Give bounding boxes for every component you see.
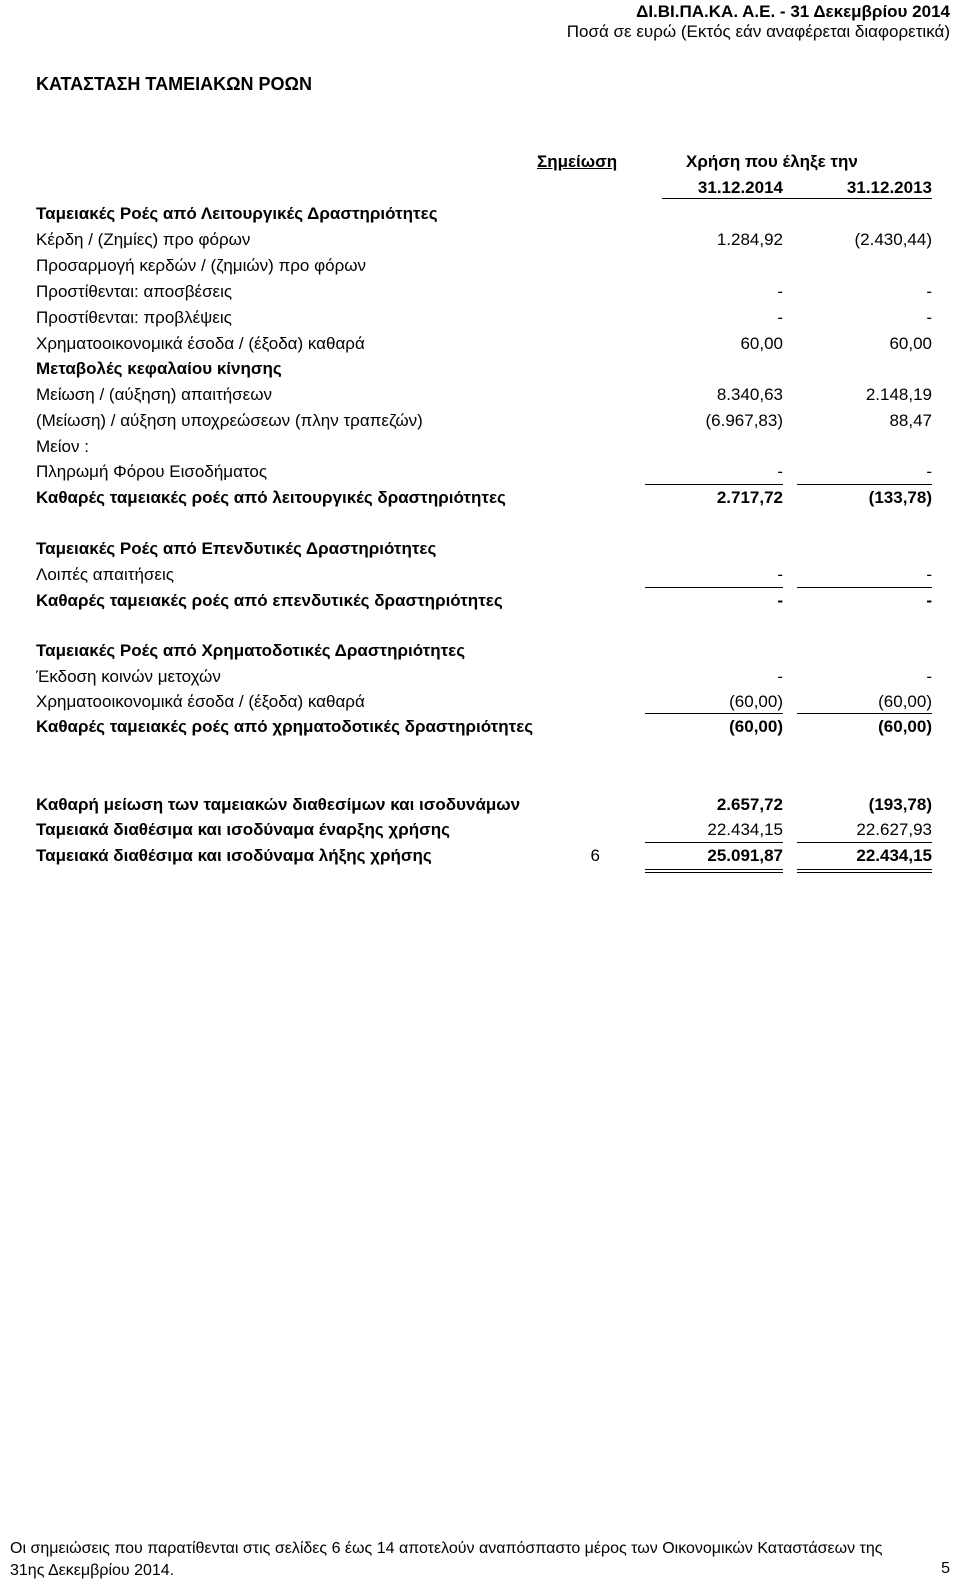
row-label: Μεταβολές κεφαλαίου κίνησης xyxy=(36,359,282,378)
subtotal-rule xyxy=(645,484,783,485)
year-2014-header: 31.12.2014 xyxy=(697,178,783,197)
value-2013: 60,00 xyxy=(889,334,932,353)
total-rule xyxy=(645,869,783,870)
row-label: Προστίθενται: αποσβέσεις xyxy=(36,282,233,301)
value-2013: - xyxy=(926,565,932,584)
value-2014: - xyxy=(777,591,783,610)
row-label: Χρηματοοικονομικά έσοδα / (έξοδα) καθαρά xyxy=(36,334,365,353)
row-label: (Μείωση) / αύξηση υποχρεώσεων (πλην τραπεζών) xyxy=(36,411,423,430)
table-row xyxy=(0,437,960,461)
row-label: Χρηματοοικονομικά έσοδα / (έξοδα) καθαρά xyxy=(36,692,365,711)
value-2013: 88,47 xyxy=(889,411,932,430)
company-header: ΔΙ.ΒΙ.ΠΑ.ΚΑ. Α.Ε. - 31 Δεκεμβρίου 2014 xyxy=(636,2,950,21)
footer-note-line-1: Οι σημειώσεις που παρατίθενται στις σελίδες 6 έως 14 αποτελούν αναπόσπαστο μέρος των Οικονομικών Καταστάσεων της xyxy=(10,1540,883,1557)
value-2014: (60,00) xyxy=(729,717,783,736)
total-rule xyxy=(797,869,932,870)
row-label: Ταμειακά διαθέσιμα και ισοδύναμα έναρξης χρήσης xyxy=(36,820,450,839)
row-label: Κέρδη / (Ζημίες) προ φόρων xyxy=(36,230,251,249)
row-label: Έκδοση κοινών μετοχών xyxy=(36,667,221,686)
value-2013: - xyxy=(926,462,932,481)
value-2013: (193,78) xyxy=(868,795,932,814)
subtotal-rule xyxy=(645,842,783,843)
subtotal-rule xyxy=(797,713,932,714)
operating-activities-heading xyxy=(0,204,960,228)
value-2013: - xyxy=(926,667,932,686)
page-title: ΚΑΤΑΣΤΑΣΗ ΤΑΜΕΙΑΚΩΝ ΡΟΩΝ xyxy=(36,74,312,94)
value-2014: - xyxy=(777,667,783,686)
value-2013: (2.430,44) xyxy=(854,230,932,249)
note-reference: 6 xyxy=(590,846,600,865)
total-rule xyxy=(797,872,932,873)
subtotal-rule xyxy=(797,842,932,843)
table-row xyxy=(0,282,960,306)
row-label: Ταμειακές Ροές από Χρηματοδοτικές Δραστηριότητες xyxy=(36,641,466,660)
value-2013: - xyxy=(926,308,932,327)
value-2014: - xyxy=(777,308,783,327)
value-2014: - xyxy=(777,282,783,301)
value-2013: - xyxy=(926,591,932,610)
value-2014: (6.967,83) xyxy=(705,411,783,430)
table-row xyxy=(0,667,960,691)
value-2014: 60,00 xyxy=(740,334,783,353)
row-label: Μείον : xyxy=(36,437,89,456)
row-label: Προσαρμογή κερδών / (ζημιών) προ φόρων xyxy=(36,256,367,275)
value-2014: 25.091,87 xyxy=(707,846,783,865)
subtotal-rule xyxy=(645,587,783,588)
value-2013: (133,78) xyxy=(868,488,932,507)
header-rule xyxy=(662,198,932,199)
table-row xyxy=(0,230,960,254)
row-label: Καθαρές ταμειακές ροές από επενδυτικές δραστηριότητες xyxy=(36,591,503,610)
row-label: Ταμειακές Ροές από Λειτουργικές Δραστηριότητες xyxy=(36,204,438,223)
table-row xyxy=(0,565,960,589)
financing-total-row xyxy=(0,717,960,741)
value-2013: 22.627,93 xyxy=(856,820,932,839)
working-capital-heading xyxy=(0,359,960,383)
row-label: Μείωση / (αύξηση) απαιτήσεων xyxy=(36,385,273,404)
value-2013: (60,00) xyxy=(878,692,932,711)
closing-cash-row xyxy=(0,846,960,870)
value-2014: 22.434,15 xyxy=(707,820,783,839)
page-number: 5 xyxy=(941,1560,950,1577)
row-label: Πληρωμή Φόρου Εισοδήματος xyxy=(36,462,268,481)
table-row xyxy=(0,411,960,435)
subtotal-rule xyxy=(797,587,932,588)
investing-activities-heading xyxy=(0,539,960,563)
value-2013: (60,00) xyxy=(878,717,932,736)
table-row xyxy=(0,462,960,486)
value-2014: 8.340,63 xyxy=(716,385,783,404)
footer-note-line-2: 31ης Δεκεμβρίου 2014. xyxy=(10,1562,175,1579)
value-2014: 1.284,92 xyxy=(716,230,783,249)
value-2014: - xyxy=(777,462,783,481)
period-column-header: Χρήση που έληξε την xyxy=(686,152,858,171)
row-label: Ταμειακά διαθέσιμα και ισοδύναμα λήξης χρήσης xyxy=(36,846,432,865)
value-2014: 2.657,72 xyxy=(716,795,783,814)
total-rule xyxy=(645,872,783,873)
note-column-header: Σημείωση xyxy=(537,152,618,171)
value-2013: - xyxy=(926,282,932,301)
net-change-row xyxy=(0,795,960,819)
table-row xyxy=(0,308,960,332)
row-label: Καθαρές ταμειακές ροές από λειτουργικές δραστηριότητες xyxy=(36,488,506,507)
value-2013: 22.434,15 xyxy=(856,846,932,865)
row-label: Ταμειακές Ροές από Επενδυτικές Δραστηριότητες xyxy=(36,539,437,558)
operating-total-row xyxy=(0,488,960,512)
row-label: Προστίθενται: προβλέψεις xyxy=(36,308,232,327)
value-2014: - xyxy=(777,565,783,584)
subtotal-rule xyxy=(797,484,932,485)
investing-total-row xyxy=(0,591,960,615)
year-2013-header: 31.12.2013 xyxy=(846,178,932,197)
value-2014: 2.717,72 xyxy=(716,488,783,507)
row-label: Καθαρή μείωση των ταμειακών διαθεσίμων και ισοδυνάμων xyxy=(36,795,521,814)
row-label: Λοιπές απαιτήσεις xyxy=(36,565,174,584)
value-2013: 2.148,19 xyxy=(865,385,932,404)
opening-cash-row xyxy=(0,820,960,844)
currency-note: Ποσά σε ευρώ (Εκτός εάν αναφέρεται διαφορετικά) xyxy=(566,22,950,41)
subtotal-rule xyxy=(645,713,783,714)
value-2014: (60,00) xyxy=(729,692,783,711)
table-row xyxy=(0,385,960,409)
table-row xyxy=(0,256,960,280)
financing-activities-heading xyxy=(0,641,960,665)
table-row xyxy=(0,334,960,358)
row-label: Καθαρές ταμειακές ροές από χρηματοδοτικές δραστηριότητες xyxy=(36,717,534,736)
